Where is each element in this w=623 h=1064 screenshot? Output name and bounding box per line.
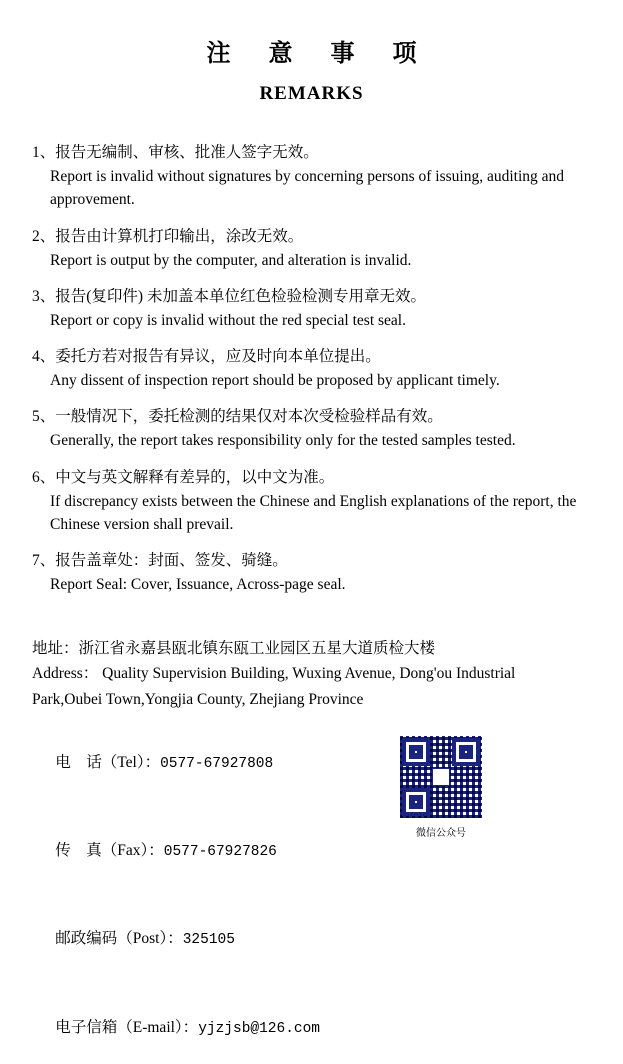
remark-text-english: If discrepancy exists between the Chinese and English explanations of the report, the Chinese version shall prevail. bbox=[50, 492, 577, 533]
remark-text-chinese: 2、报告由计算机打印输出，涂改无效。 bbox=[32, 227, 304, 245]
remark-text-chinese: 5、一般情况下，委托检测的结果仅对本次受检验样品有效。 bbox=[32, 408, 443, 426]
document-page bbox=[0, 33, 623, 1037]
contact-label-post: 邮政编码（Post）： bbox=[55, 930, 183, 948]
contact-row-post bbox=[32, 904, 593, 975]
address-english-line-1: Address： Quality Supervision Building, Wuxing Avenue, Dong'ou Industrial bbox=[32, 665, 516, 683]
contact-label-tel: 电 话（Tel）： bbox=[55, 753, 161, 771]
remark-text-chinese: 7、报告盖章处：封面、签发、骑缝。 bbox=[32, 552, 288, 570]
remark-text-chinese: 6、中文与英文解释有差异的，以中文为准。 bbox=[32, 468, 335, 486]
qr-logo-icon bbox=[432, 768, 450, 786]
qr-finder-icon bbox=[402, 788, 430, 816]
contact-row-email bbox=[32, 992, 593, 1063]
qr-caption: 微信公众号 bbox=[416, 827, 466, 839]
remark-item bbox=[32, 466, 593, 537]
remarks-list bbox=[26, 141, 597, 596]
address-english-line-2: Park,Oubei Town,Yongjia County, Zhejiang Province bbox=[32, 690, 364, 708]
remark-text-english: Any dissent of inspection report should be proposed by applicant timely. bbox=[50, 372, 500, 390]
remark-item bbox=[32, 141, 593, 212]
remark-text-english: Generally, the report takes responsibility only for the tested samples tested. bbox=[50, 432, 516, 450]
remark-item bbox=[32, 345, 593, 392]
remark-text-english: Report Seal: Cover, Issuance, Across-page seal. bbox=[50, 576, 346, 594]
address-chinese: 地址：浙江省永嘉县瓯北镇东瓯工业园区五星大道质检大楼 bbox=[32, 640, 436, 658]
page-title-english: REMARKS bbox=[259, 83, 364, 104]
qr-code-icon bbox=[398, 734, 484, 820]
remark-text-english: Report is invalid without signatures by concerning persons of issuing, auditing and approvement. bbox=[50, 168, 565, 209]
remark-item bbox=[32, 225, 593, 272]
page-title-chinese: 注 意 事 项 bbox=[206, 41, 433, 67]
contact-value-tel: 0577-67927808 bbox=[160, 755, 274, 772]
contact-block bbox=[26, 728, 597, 1064]
remark-text-chinese: 4、委托方若对报告有异议，应及时向本单位提出。 bbox=[32, 348, 381, 366]
wechat-qr-block bbox=[393, 734, 489, 839]
contact-value-post: 325105 bbox=[182, 932, 235, 949]
remark-item bbox=[32, 405, 593, 452]
contact-value-fax: 0577-67927826 bbox=[163, 844, 277, 861]
remark-text-chinese: 3、报告(复印件) 未加盖本单位红色检验检测专用章无效。 bbox=[32, 287, 426, 305]
address-block bbox=[26, 636, 597, 711]
contact-row-tel bbox=[32, 728, 593, 799]
contact-value-email: yjzjsb@126.com bbox=[198, 1020, 321, 1037]
remark-text-chinese: 1、报告无编制、审核、批准人签字无效。 bbox=[32, 144, 319, 161]
remark-text-english: Report or copy is invalid without the red special test seal. bbox=[50, 311, 406, 329]
remark-item bbox=[32, 285, 593, 332]
contact-label-email: 电子信箱（E-mail）： bbox=[55, 1018, 199, 1036]
remark-text-english: Report is output by the computer, and alteration is invalid. bbox=[50, 251, 412, 269]
remark-item bbox=[32, 549, 593, 596]
contact-label-fax: 传 真（Fax）： bbox=[55, 842, 164, 860]
contact-row-fax bbox=[32, 816, 593, 887]
